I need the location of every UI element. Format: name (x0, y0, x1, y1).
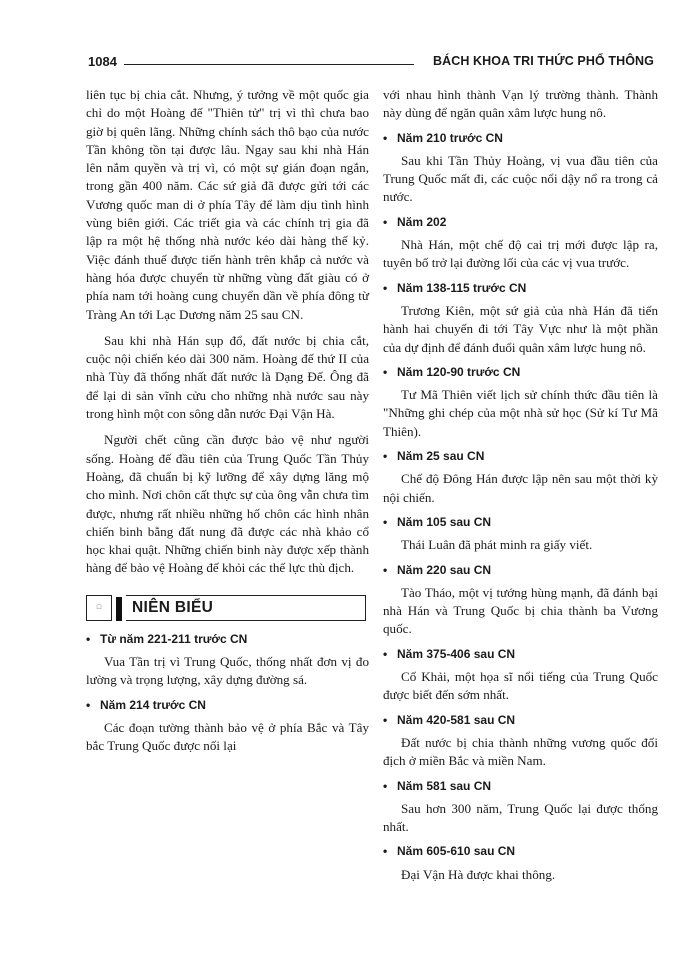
timeline-text: Các đoạn tường thành bảo vệ ở phía Bắc và Tây bắc Trung Quốc được nối lại (86, 719, 369, 754)
bullet-icon: • (383, 280, 388, 295)
timeline-text: Chế độ Đông Hán được lập nên sau một thời kỳ nội chiến. (383, 471, 658, 505)
timeline-date-text: Năm 202 (397, 214, 447, 229)
bullet-icon: • (383, 712, 388, 727)
bullet-icon: • (383, 646, 388, 661)
timeline-date-text: Năm 220 sau CN (397, 562, 492, 577)
timeline-date (383, 129, 658, 147)
bullet-icon: • (86, 697, 91, 712)
bullet-icon: • (383, 778, 388, 793)
timeline-date-text: Năm 420-581 sau CN (397, 712, 516, 727)
timeline-date-text: Từ năm 221-211 trước CN (100, 631, 248, 646)
bullet-icon: • (383, 562, 388, 577)
timeline-date (383, 645, 658, 663)
timeline-text: Đại Vận Hà được khai thông. (401, 866, 556, 882)
timeline-date (383, 561, 658, 579)
timeline-date-text: Năm 605-610 sau CN (397, 844, 516, 859)
heading-bar (116, 597, 122, 621)
bullet-icon: • (86, 631, 91, 646)
timeline-text: Sau khi Tần Thủy Hoàng, vị vua đầu tiên của Trung Quốc mất đi, các cuộc nổi dậy nổ ra trong cả nước. (383, 152, 658, 205)
timeline-date-text: Năm 120-90 trước CN (397, 364, 521, 379)
timeline-text: Tư Mã Thiên viết lịch sử chính thức đầu tiên là "Những ghi chép của một nhà sử học (Sử kí Tư Mã Thiên). (383, 387, 658, 439)
right-column (383, 86, 658, 884)
book-title: BÁCH KHOA TRI THỨC PHỔ THÔNG (432, 54, 654, 68)
timeline-text: Tào Tháo, một vị tướng hùng mạnh, đã đánh bại nhà Hán và Trung Quốc bị chia thành ba Vương quốc. (383, 584, 658, 637)
timeline-text: Thái Luân đã phát minh ra giấy viết. (401, 537, 593, 553)
header-rule (124, 64, 414, 65)
timeline-text: Cố Khải, một họa sĩ nổi tiếng của Trung Quốc được biết đến sớm nhất. (383, 669, 658, 703)
timeline-continuation: với nhau hình thành Vạn lý trường thành. Thành này dùng để ngăn quân xâm lược hung nô. (383, 87, 658, 121)
timeline-date (383, 279, 658, 297)
timeline-date (383, 777, 658, 795)
body-paragraph: Sau khi nhà Hán sụp đổ, đất nước bị chia cắt, cuộc nội chiến kéo dài 300 năm. Hoàng đế thứ II của nhà Tùy đã thống nhất đất nước là Dạng Đế. Ông đã để lại di sản vĩnh cửu cho những nhà nước sau này trong hình một con sông dẫn nước Đại Vận Hà. (86, 332, 369, 422)
timeline-date-text: Năm 214 trước CN (100, 697, 206, 712)
book-icon: □ (86, 595, 112, 621)
bullet-icon: • (383, 844, 388, 859)
timeline-text: Đất nước bị chia thành những vương quốc đối địch ở miền Bắc và miền Nam. (383, 734, 658, 769)
timeline-date-text: Năm 581 sau CN (397, 778, 492, 793)
timeline-text: Nhà Hán, một chế độ cai trị mới được lập ra, tuyên bố trở lại đường lối của các vị vua trước. (383, 237, 658, 271)
timeline-date (383, 513, 658, 531)
timeline-text: Trương Kiên, một sứ giả của nhà Hán đã tiến hành hai chuyến đi tới Tây Vực như là một phần của dự định để đánh đuổi quân xâm lược hung nô. (383, 302, 658, 355)
section-heading (86, 594, 369, 624)
timeline-date-text: Năm 105 sau CN (397, 514, 492, 529)
timeline-date (383, 447, 658, 465)
timeline-date (383, 213, 658, 231)
timeline-text: Vua Tần trị vì Trung Quốc, thống nhất đơn vị đo lường và trọng lượng, xây dựng đường sá. (86, 654, 369, 688)
timeline-date (86, 630, 369, 648)
bullet-icon: • (383, 214, 388, 229)
page-header (88, 54, 654, 74)
timeline-date (383, 711, 658, 729)
timeline-date-text: Năm 375-406 sau CN (397, 646, 516, 661)
bullet-icon: • (383, 364, 388, 379)
timeline-text: Sau hơn 300 năm, Trung Quốc lại được thống nhất. (383, 800, 658, 835)
timeline-date-text: Năm 210 trước CN (397, 130, 503, 145)
timeline-date (86, 696, 369, 714)
body-paragraph: liên tục bị chia cắt. Nhưng, ý tưởng về một quốc gia chỉ do một Hoàng đế "Thiên tử" trị vì thì chưa bao giờ bị quên lãng. Những chính sách thô bạo của nước Tần không tồn tại được lâu. Ngay sau khi nhà Hán lên nắm quyền và trị vì, có một sự gián đoạn ngắn, trong gần 400 năm. Các sứ giả đã được gửi tới các Vương quốc man di ở phía Tây để làm dịu tình hình vùng biên giới. Các triết gia và các chính trị gia đã lập ra một hệ thống nhà nước kéo dài hàng thế kỷ. Việc đánh thuế được tiến hành trên khắp cả nước và hàng hóa được chuyển từ những vùng đất giàu có ở phía nam tới hoàng cung chuyển dần về phía đông từ Tràng An tới Lạc Dương năm 25 sau CN. (86, 87, 369, 322)
left-column (86, 86, 369, 756)
timeline-date-text: Năm 138-115 trước CN (397, 280, 527, 295)
page-number: 1084 (88, 54, 117, 69)
timeline-date (383, 363, 658, 381)
body-paragraph: Người chết cũng cần được bảo vệ như người sống. Hoàng đế đầu tiên của Trung Quốc Tần Thủy Hoàng, đã chuẩn bị kỹ lưỡng để xây dựng lăng mộ cho mình. Nơi chôn cất thực sự của ông vẫn chưa tìm được, nhưng rất nhiều những hố chôn các hình nhân chiến binh bằng đất nung đã được các nhà khảo cổ học khai quật. Những chiến binh này được xếp thành hàng để bảo vệ Hoàng đế khỏi các thế lực thù địch. (86, 432, 369, 576)
bullet-icon: • (383, 130, 388, 145)
bullet-icon: • (383, 514, 388, 529)
section-title: NIÊN BIỂU (126, 595, 366, 621)
timeline-date (383, 842, 658, 860)
timeline-date-text: Năm 25 sau CN (397, 449, 485, 464)
bullet-icon: • (383, 449, 388, 464)
